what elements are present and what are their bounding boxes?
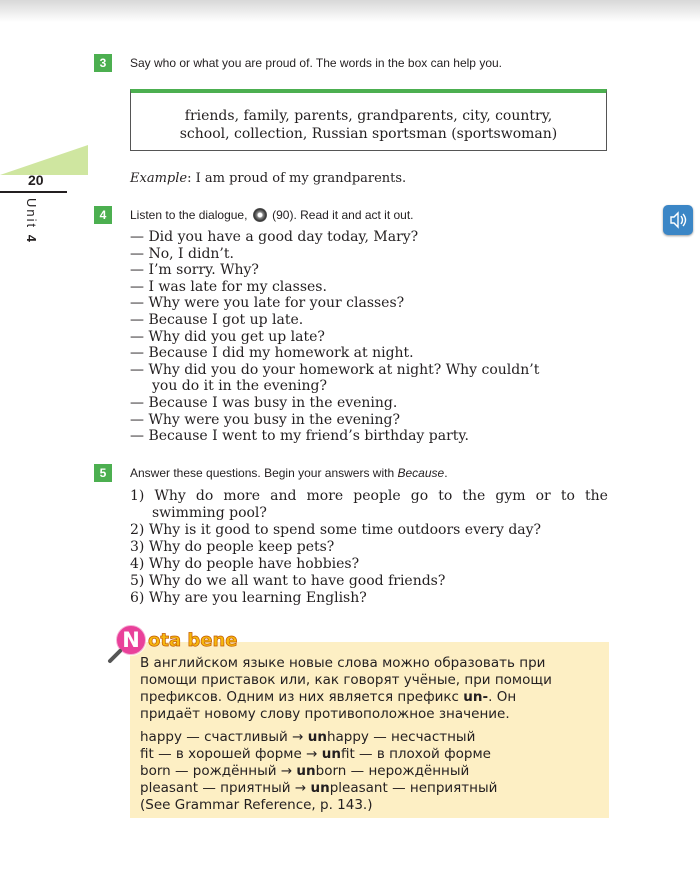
nota-example-1: happy — счастливый → unhappy — несчастный bbox=[140, 729, 476, 745]
word-box-line-1: friends, family, parents, grandparents, city, country, bbox=[184, 108, 553, 124]
exercise-3-badge: 3 bbox=[94, 54, 112, 72]
nota-example-2: fit — в хорошей форме → unfit — в плохой форме bbox=[140, 746, 491, 762]
question-1-cont: swimming pool? bbox=[152, 505, 267, 521]
question-3: 3) Why do people keep pets? bbox=[130, 539, 335, 555]
example: Example: I am proud of my grandparents. bbox=[130, 171, 407, 186]
dialogue-line: you do it in the evening? bbox=[152, 378, 327, 395]
nota-example-4: pleasant — приятный → unpleasant — неприятный bbox=[140, 780, 498, 796]
question-6: 6) Why are you learning English? bbox=[130, 590, 367, 606]
exercise-4-instruction: Listen to the dialogue, (90). Read it and act it out. bbox=[130, 208, 414, 222]
page-tab bbox=[0, 145, 88, 175]
example-label: Example bbox=[130, 171, 188, 186]
exercise-3-instruction: Say who or what you are proud of. The words in the box can help you. bbox=[130, 56, 502, 70]
dialogue-line: — Because I did my homework at night. bbox=[130, 345, 414, 362]
exercise-4-badge: 4 bbox=[94, 206, 112, 224]
unit-label: Unit 4 bbox=[24, 198, 39, 244]
dialogue-line: — Why were you late for your classes? bbox=[130, 295, 405, 312]
dialogue-line: — Why did you get up late? bbox=[130, 328, 325, 345]
dialogue-line: — Because I was busy in the evening. bbox=[130, 395, 398, 411]
dialogue-line: — Why were you busy in the evening? bbox=[130, 411, 401, 428]
question-1: 1) Why do more and more people go to the gym or to the bbox=[130, 488, 608, 504]
nota-example-3: born — рождённый → unborn — нерождённый bbox=[140, 763, 470, 779]
svg-text:N: N bbox=[122, 628, 140, 652]
audio-button[interactable] bbox=[663, 205, 693, 235]
exercise-5-badge: 5 bbox=[94, 464, 112, 482]
speaker-icon bbox=[663, 205, 693, 235]
dialogue-line: — No, I didn’t. bbox=[130, 245, 234, 262]
nota-paragraph-line-4: придаёт новому слову противоположное значение. bbox=[140, 706, 510, 722]
dialogue-line: — I was late for my classes. bbox=[130, 278, 327, 295]
page-number: 20 bbox=[28, 172, 44, 188]
grammar-reference: (See Grammar Reference, p. 143.) bbox=[140, 797, 373, 813]
question-2: 2) Why is it good to spend some time outdoors every day? bbox=[130, 522, 542, 538]
question-4: 4) Why do people have hobbies? bbox=[130, 556, 360, 572]
dialogue-line: — Did you have a good day today, Mary? bbox=[130, 229, 419, 245]
audio-disc-icon[interactable] bbox=[253, 208, 267, 222]
page-rule bbox=[0, 191, 67, 193]
dialogue-line: — Why did you do your homework at night? Why couldn’t bbox=[130, 361, 540, 378]
question-5: 5) Why do we all want to have good friends? bbox=[130, 573, 446, 589]
top-shadow bbox=[0, 0, 700, 22]
word-box-line-2: school, collection, Russian sportsman (sportswoman) bbox=[179, 126, 558, 142]
nota-paragraph-line-1: В английском языке новые слова можно образовать при bbox=[140, 655, 546, 671]
dialogue-line: — Because I went to my friend’s birthday party. bbox=[130, 428, 469, 445]
nota-paragraph-line-2: помощи приставок или, как говорят учёные, при помощи bbox=[140, 672, 552, 688]
svg-text:ota bene: ota bene bbox=[148, 630, 238, 651]
exercise-5-instruction: Answer these questions. Begin your answers with Because. bbox=[130, 466, 448, 480]
dialogue-line: — I’m sorry. Why? bbox=[130, 262, 259, 279]
word-box bbox=[130, 89, 607, 151]
dialogue-line: — Because I got up late. bbox=[130, 312, 304, 328]
nota-paragraph-line-3: префиксов. Одним из них является префикс un-. Он bbox=[140, 689, 517, 705]
